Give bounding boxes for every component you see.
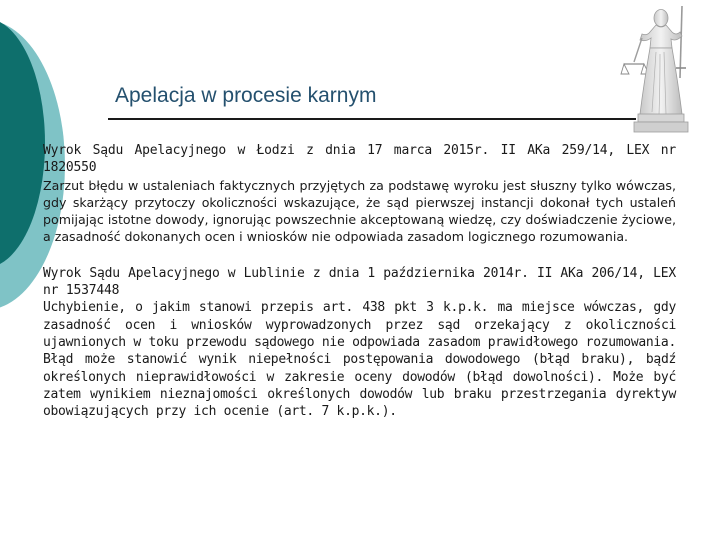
ruling-heading: Wyrok Sądu Apelacyjnego w Łodzi z dnia 17 marca 2015r. II AKa 259/14, LEX nr 1820550 (43, 143, 676, 176)
ruling-lublin (43, 265, 676, 421)
ruling-text: Zarzut błędu w ustaleniach faktycznych przyjętych za podstawę wyroku jest słuszny tylko wówczas, gdy skarżący przytoczy okoliczności wskazujące, że sąd pierwszej instancji dokonał tych ustaleń pomijając istotne dowody, ignorując powszechnie akceptowaną wiedzę, czy doświadczenie życiowe, a zasadność dokonanych ocen i wniosków nie odpowiada zasadom logicznego rozumowania. (43, 177, 676, 245)
ruling-text: Uchybienie, o jakim stanowi przepis art. 438 pkt 3 k.p.k. ma miejsce wówczas, gdy zasadność ocen i wniosków wyprowadzonych przez sąd orzekający z okoliczności ujawnionych w toku przewodu sądowego nie odpowiada zasadom prawidłowego rozumowania. Błąd może stanowić wynik niepełności postępowania dowodowego (błąd braku), bądź określonych nieprawidłowości w zakresie oceny dowodów (błąd dowolności). Może być zatem wynikiem nieznajomości określonych dowodów lub braku przestrzegania dyrektyw obowiązujących przy ich ocenie (art. 7 k.p.k.). (43, 300, 676, 420)
slide-title: Apelacja w procesie karnym (115, 84, 377, 107)
title-underline (108, 118, 636, 120)
ruling-heading: Wyrok Sądu Apelacyjnego w Lublinie z dnia 1 października 2014r. II AKa 206/14, LEX nr 1537448 (43, 265, 676, 299)
ruling-lodz (43, 142, 676, 246)
justice-statue-icon (620, 2, 702, 136)
slide-content (43, 142, 676, 420)
